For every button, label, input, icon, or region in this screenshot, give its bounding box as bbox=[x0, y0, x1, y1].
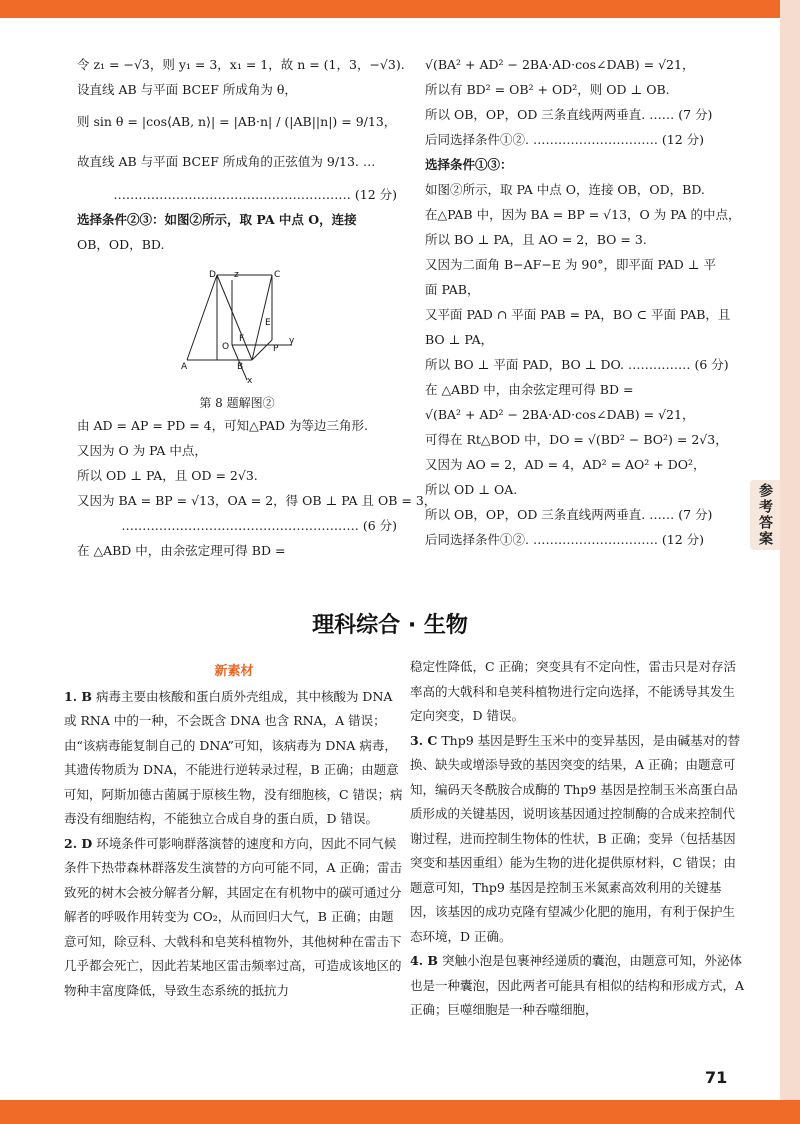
answer-number: 1. B bbox=[64, 688, 92, 704]
text-line: 后同选择条件①②. ………………………… (12 分) bbox=[425, 532, 705, 547]
text-line: 令 z₁ = −√3，则 y₁ = 3，x₁ = 1，故 n = (1，3，−√3). bbox=[77, 57, 405, 72]
bottom-color-bar bbox=[0, 1100, 800, 1124]
left-column-answers bbox=[64, 660, 404, 1003]
right-margin-strip bbox=[780, 0, 800, 1124]
text-line: 可得在 Rt△BOD 中，DO = √(BD² − BO²) = 2√3， bbox=[425, 432, 728, 447]
new-material-label: 新素材 bbox=[214, 664, 254, 679]
text-line: 又因为 O 为 PA 中点， bbox=[77, 443, 207, 458]
text-line: 故直线 AB 与平面 BCEF 所成角的正弦值为 9/13. … bbox=[77, 154, 376, 169]
answer-text: 病毒主要由核酸和蛋白质外壳组成，其中核酸为 DNA 或 RNA 中的一种，不会既含 DNA 也含 RNA，A 错误；由“该病毒能复制自己的 DNA”可知，该病毒为 DNA 病毒，其遗传物质为 DNA，不能进行逆转录过程，B 正确；由题意可知，阿斯加德古菌属于原核生物，没有细胞核，C 错误；病毒没有细胞结构，不能独立合成自身的蛋白质，D 错误。 bbox=[64, 688, 403, 826]
text-line: 面 PAB， bbox=[425, 282, 480, 297]
text-line: BO ⊥ PA， bbox=[425, 332, 494, 347]
text-line: 所以 BO ⊥ PA，且 AO = 2，BO = 3. bbox=[425, 232, 647, 247]
text-line: √(BA² + AD² − 2BA·AD·cos∠DAB) = √21， bbox=[425, 407, 695, 422]
answer-text: 突触小泡是包裹神经递质的囊泡，由题意可知，外泌体也是一种囊泡，因此两者可能具有相似的结构和形成方式，A 正确；巨噬细胞是一种吞噬细胞， bbox=[410, 953, 745, 1017]
answer-text: 环境条件可影响群落演替的速度和方向，因此不同气候条件下热带森林群落发生演替的方向可能不同，A 正确；雷击致死的树木会被分解者分解，其固定在有机物中的碳可通过分解者的呼吸作用转变为 CO₂，从而回归大气，B 正确；由题意可知，除豆科、大戟科和皂荚科植物外，其他树种在雷击下几乎都会死亡，因此若某地区雷击频率过高，可造成该地区的物种丰富度降低，导致生态系统的抵抗力 bbox=[64, 835, 403, 998]
answer-text: 稳定性降低，C 正确；突变具有不定向性，雷击只是对存活率高的大戟科和皂荚科植物进行定向选择，不能诱导其发生定向突变，D 错误。 bbox=[410, 659, 737, 723]
left-column-top bbox=[77, 52, 437, 563]
text-line: 在 △ABD 中，由余弦定理可得 BD = bbox=[425, 382, 634, 397]
text-line: 又平面 PAD ∩ 平面 PAB = PA，BO ⊂ 平面 PAB，且 bbox=[425, 307, 731, 322]
text-line: ………………………………………………… (6 分) bbox=[121, 518, 397, 533]
figure-label: y bbox=[289, 336, 295, 346]
figure-label: D bbox=[209, 270, 216, 280]
text-line: 所以 OD ⊥ PA，且 OD = 2√3. bbox=[77, 468, 258, 483]
text-line: 后同选择条件①②. ………………………… (12 分) bbox=[425, 132, 705, 147]
text-line: 则 sin θ = |cos⟨AB, n⟩| = |AB·n| / (|AB||n|) = 9/13， bbox=[77, 114, 397, 129]
figure-label: P bbox=[273, 344, 279, 354]
text-line: 又因为 BA = BP = √13，OA = 2，得 OB ⊥ PA 且 OB = 3， bbox=[77, 493, 437, 508]
text-line: 又因为 AO = 2，AD = 4，AD² = AO² + DO²， bbox=[425, 457, 706, 472]
figure-label: z bbox=[234, 270, 239, 280]
right-column-answers bbox=[410, 655, 745, 1023]
figure-label: O bbox=[222, 342, 230, 352]
answer-text: Thp9 基因是野生玉米中的变异基因，是由碱基对的替换、缺失或增添导致的基因突变的结果，A 正确；由题意可知，编码天冬酰胺合成酶的 Thp9 基因是控制玉米高蛋白品质形成的关键基因，说明该基因通过控制酶的合成来控制代谢过程，进而控制生物体的性状，B 正确；变异（包括基因突变和基因重组）能为生物的进化提供原材料，C 错误；由题意可知，Thp9 基因是控制玉米氮素高效利用的关键基因，该基因的成功克隆有望减少化肥的施用，有利于保护生态环境，D 正确。 bbox=[410, 732, 741, 944]
right-column-top bbox=[425, 52, 745, 552]
figure-label: E bbox=[265, 318, 271, 328]
text-line: 选择条件①③： bbox=[425, 157, 513, 172]
text-line: 所以有 BD² = OB² + OD²，则 OD ⊥ OB. bbox=[425, 82, 670, 97]
section-title: 理科综合 · 生物 bbox=[312, 613, 468, 638]
answer-key-tab: 参考答案 bbox=[750, 480, 780, 550]
answer-number: 3. C bbox=[410, 732, 438, 748]
text-line: 由 AD = AP = PD = 4，可知△PAD 为等边三角形. bbox=[77, 418, 368, 433]
answer-item bbox=[64, 832, 404, 1004]
answer-item bbox=[410, 729, 745, 950]
figure-label: F bbox=[239, 334, 245, 344]
figure-caption: 第 8 题解图② bbox=[199, 396, 275, 410]
text-line: OB，OD，BD. bbox=[77, 237, 165, 252]
text-line: 如图②所示，取 PA 中点 O，连接 OB，OD，BD. bbox=[425, 182, 705, 197]
text-line: 在△PAB 中，因为 BA = BP = √13，O 为 PA 的中点， bbox=[425, 207, 741, 222]
text-line: 又因为二面角 B−AF−E 为 90°，即平面 PAD ⊥ 平 bbox=[425, 257, 717, 272]
text-line: 所以 OD ⊥ OA. bbox=[425, 482, 518, 497]
figure-label: B bbox=[237, 362, 244, 372]
text-line: 所以 OB，OP，OD 三条直线两两垂直. …… (7 分) bbox=[425, 507, 713, 522]
figure-label: x bbox=[247, 376, 253, 385]
answer-item bbox=[410, 949, 745, 1023]
geometry-figure bbox=[177, 265, 297, 385]
text-line: 选择条件②③：如图②所示，取 PA 中点 O，连接 bbox=[77, 212, 357, 227]
answer-item bbox=[410, 655, 745, 729]
answer-item bbox=[64, 685, 404, 832]
figure-label: A bbox=[181, 362, 188, 372]
top-color-bar bbox=[0, 0, 780, 18]
answer-number: 4. B bbox=[410, 953, 438, 968]
text-line: 在 △ABD 中，由余弦定理可得 BD = bbox=[77, 543, 286, 558]
text-line: 设直线 AB 与平面 BCEF 所成角为 θ， bbox=[77, 82, 297, 97]
text-line: 所以 OB，OP，OD 三条直线两两垂直. …… (7 分) bbox=[425, 107, 713, 122]
text-line: ………………………………………………… (12 分) bbox=[113, 187, 397, 202]
text-line: √(BA² + AD² − 2BA·AD·cos∠DAB) = √21， bbox=[425, 57, 695, 72]
answer-number: 2. D bbox=[64, 835, 93, 851]
page-number: 71 bbox=[705, 1068, 728, 1087]
figure-label: C bbox=[274, 270, 281, 280]
text-line: 所以 BO ⊥ 平面 PAD，BO ⊥ DO. …………… (6 分) bbox=[425, 357, 729, 372]
